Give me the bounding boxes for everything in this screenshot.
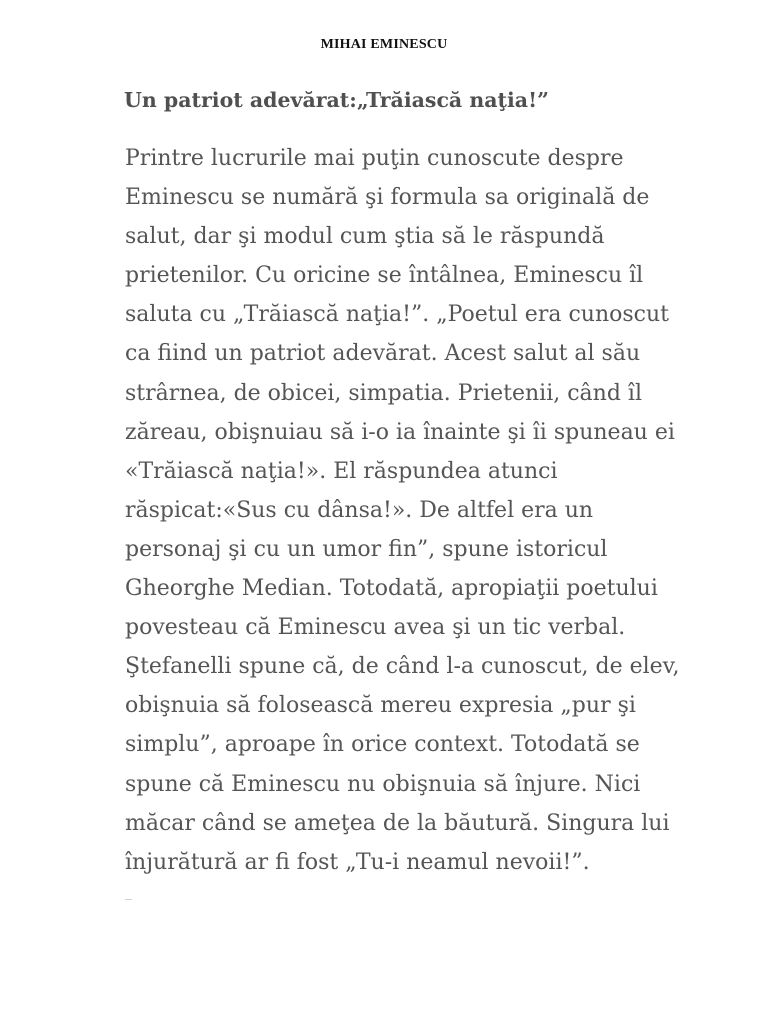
body-line: Gheorghe Median. Totodată, apropiaţii poetului — [125, 576, 658, 602]
body-line: prietenilor. Cu oricine se întâlnea, Eminescu îl — [125, 263, 644, 289]
article-body — [125, 139, 725, 882]
body-line: înjurătură ar fi fost „Tu-i neamul nevoii!”. — [125, 849, 590, 875]
body-line: personaj şi cu un umor fin”, spune istoricul — [125, 536, 608, 562]
running-header: MIHAI EMINESCU — [320, 37, 448, 52]
body-line: Printre lucrurile mai puţin cunoscute despre — [125, 146, 624, 171]
body-line: povesteau că Eminescu avea şi un tic verbal. — [125, 615, 626, 641]
body-line: zăreau, obişnuiau să i-o ia înainte şi îi spuneau ei — [125, 419, 675, 445]
body-line: spune că Eminescu nu obişnuia să înjure. Nici — [125, 771, 641, 797]
body-line: răspicat:«Sus cu dânsa!». De altfel era un — [125, 497, 594, 523]
body-line: simplu”, aproape în orice context. Totodată se — [125, 732, 640, 758]
body-line: strârnea, de obicei, simpatia. Prietenii, când îl — [125, 380, 642, 406]
article-heading: Un patriot adevărat:„Trăiască naţia!” — [124, 88, 549, 112]
body-line: Ştefanelli spune că, de când l-a cunoscut, de elev, — [125, 654, 680, 680]
body-line: saluta cu „Trăiască naţia!”. „Poetul era cunoscut — [125, 302, 669, 328]
body-line: salut, dar şi modul cum ştia să le răspundă — [125, 224, 605, 250]
body-line: «Trăiască naţia!». El răspundea atunci — [125, 458, 558, 484]
faint-dash-mark — [125, 899, 132, 900]
body-line: obişnuia să folosească mereu expresia „pur şi — [125, 693, 636, 719]
body-line: ca fiind un patriot adevărat. Acest salut al său — [125, 341, 641, 367]
body-line: măcar când se ameţea de la băutură. Singura lui — [125, 810, 670, 836]
body-line: Eminescu se numără şi formula sa originală de — [125, 185, 650, 211]
